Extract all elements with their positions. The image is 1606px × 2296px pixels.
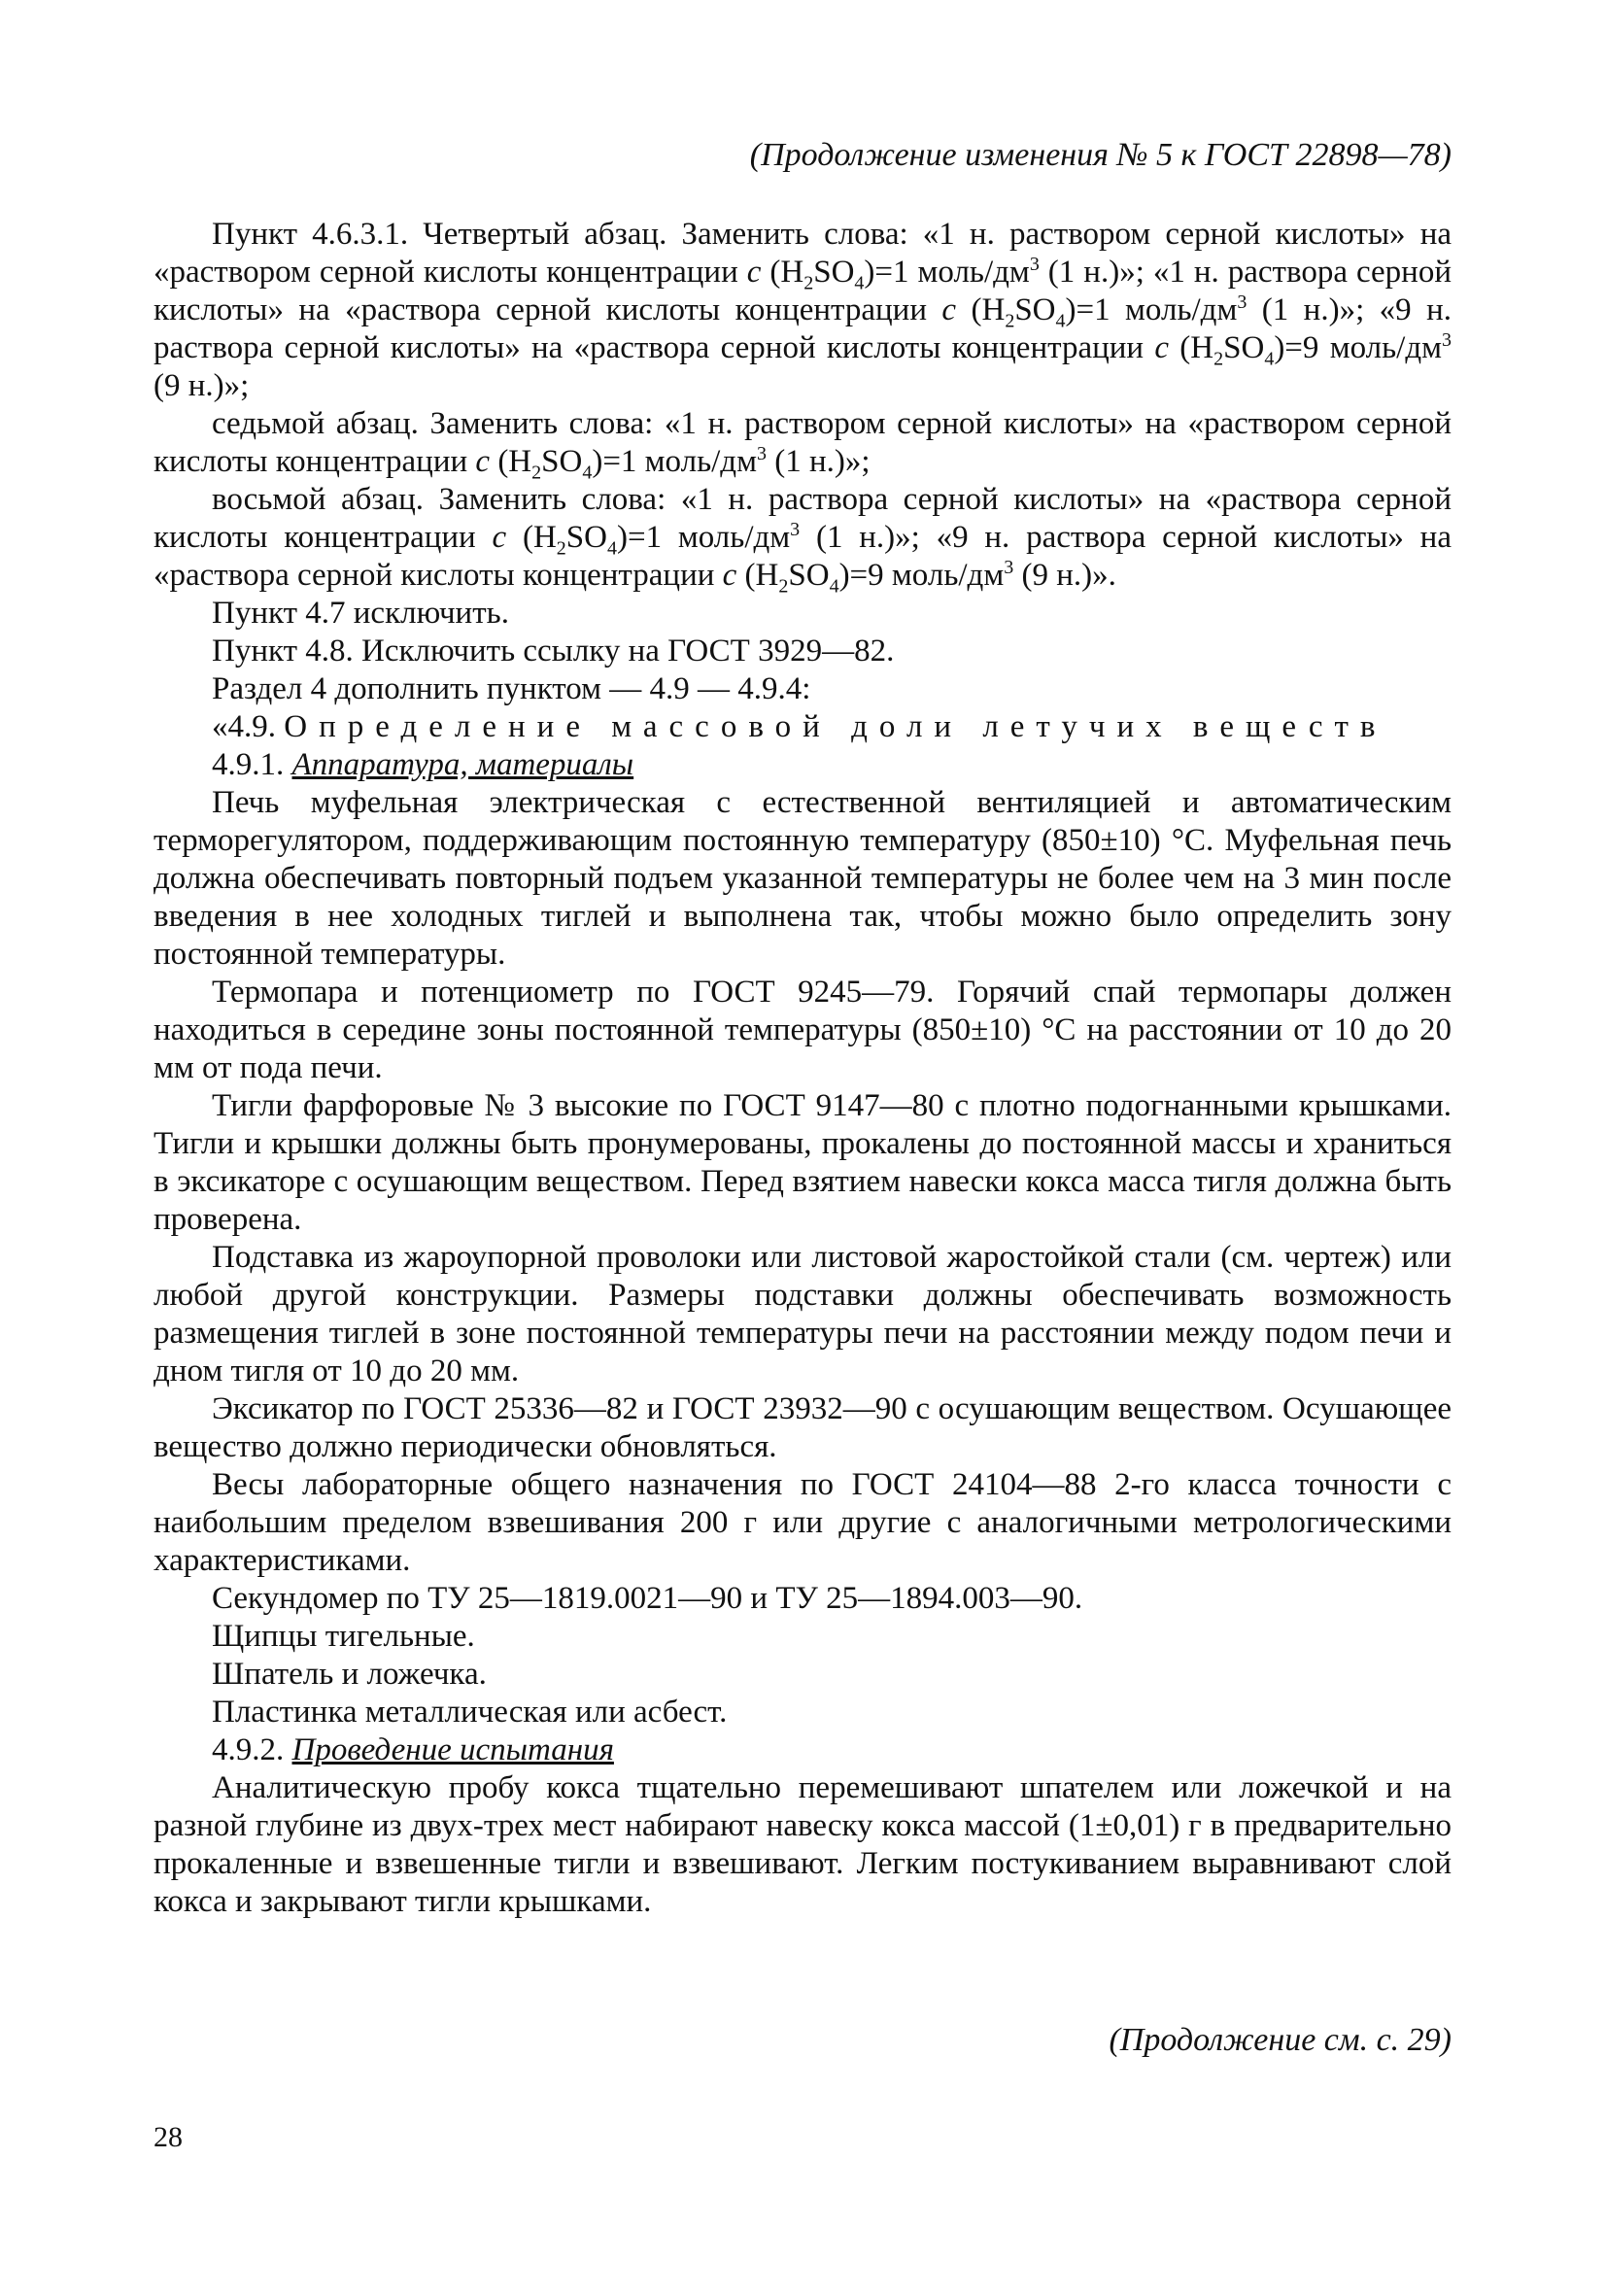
subheading-4-9-1: 4.9.1. Аппаратура, материалы xyxy=(212,747,634,782)
page-number: 28 xyxy=(154,2121,183,2153)
paragraph-procedure: Аналитическую пробу кокса тщательно перемешивают шпателем или ложечкой и на разной глубине из двух-трех мест набирают навеску кокса массой (1±0,01) г в предварительно прокаленные и взвешенные тигли и взвешивают. Легким постукиванием выравнивают слой кокса и закрывают тигли крышками. xyxy=(154,1770,1452,1919)
page-header: (Продолжение изменения № 5 к ГОСТ 22898—78) xyxy=(749,137,1452,173)
paragraph-4-7: Пункт 4.7 исключить. xyxy=(212,596,509,631)
paragraph-plate: Пластинка металлическая или асбест. xyxy=(212,1695,728,1730)
paragraph-spatula: Шпатель и ложечка. xyxy=(212,1657,487,1692)
document-body xyxy=(154,216,1452,1921)
paragraph-stand: Подставка из жароупорной проволоки или листовой жаростойкой стали (см. чертеж) или любой другой конструкции. Размеры подставки должны обеспечивать возможность размещения тиглей в зоне постоянной температуры печи на расстоянии между подом печи и дном тигля от 10 до 20 мм. xyxy=(154,1240,1452,1388)
continuation-note: (Продолжение см. с. 29) xyxy=(1109,2022,1452,2058)
paragraph-seventh-abzac: седьмой абзац. Заменить слова: «1 н. раствором серной кислоты» на «раствором серной кислоты концентрации c $(H_2SO_4)=1$ моль/$дм^3$ (1 н.)»; xyxy=(154,406,1452,484)
paragraph-furnace: Печь муфельная электрическая с естественной вентиляцией и автоматическим терморегулятором, поддерживающим постоянную температуру (850±10) °С. Муфельная печь должна обеспечивать повторный подъем указанной температуры не более чем на 3 мин после введения в нее холодных тиглей и выполнена так, чтобы можно было определить зону постоянной температуры. xyxy=(154,785,1452,972)
paragraph-eighth-abzac: восьмой абзац. Заменить слова: «1 н. раствора серной кислоты» на «раствора серной кислоты концентрации c $(H_2SO_4)=1$ моль/$дм^3$ (1 н.)»; «9 н. раствора серной кислоты» на «раствора серной кислоты концентрации c $(H_2SO_4)=9$ моль/$дм^3$ (9 н.)». xyxy=(154,482,1452,598)
section-heading-4-9: «4.9. Определение массовой доли летучих веществ xyxy=(212,709,1387,744)
paragraph-4-6-3-1: Пункт 4.6.3.1. Четвертый абзац. Заменить слова: «1 н. раствором серной кислоты» на «раствором серной кислоты концентрации c $(H_2SO_4)=1$ моль/$дм^3$ (1 н.)»; «1 н. раствора серной кислоты» на «раствора серной кислоты концентрации c $(H_2SO_4)=1$ моль/$дм^3$ (1 н.)»; «9 н. раствора серной кислоты» на «раствора серной кислоты концентрации c $(H_2SO_4)=9$ моль/$дм^3$ (9 н.)»; xyxy=(154,217,1452,403)
paragraph-tongs: Щипцы тигельные. xyxy=(212,1619,475,1654)
subheading-4-9-2: 4.9.2. Проведение испытания xyxy=(212,1732,614,1767)
paragraph-desiccator: Эксикатор по ГОСТ 25336—82 и ГОСТ 23932—90 с осушающим веществом. Осушающее вещество должно периодически обновляться. xyxy=(154,1391,1452,1464)
paragraph-stopwatch: Секундомер по ТУ 25—1819.0021—90 и ТУ 25—1894.003—90. xyxy=(212,1581,1083,1616)
paragraph-scales: Весы лабораторные общего назначения по ГОСТ 24104—88 2-го класса точности с наибольшим пределом взвешивания 200 г или другие с аналогичными метрологическими характеристиками. xyxy=(154,1467,1452,1578)
paragraph-crucibles: Тигли фарфоровые № 3 высокие по ГОСТ 9147—80 с плотно подогнанными крышками. Тигли и крышки должны быть пронумерованы, прокалены до постоянной массы и храниться в эксикаторе с осушающим веществом. Перед взятием навески кокса масса тигля должна быть проверена. xyxy=(154,1088,1452,1237)
paragraph-section-4-addition: Раздел 4 дополнить пунктом — 4.9 — 4.9.4: xyxy=(212,671,811,706)
paragraph-4-8: Пункт 4.8. Исключить ссылку на ГОСТ 3929—82. xyxy=(212,634,895,668)
paragraph-thermocouple: Термопара и потенциометр по ГОСТ 9245—79. Горячий спай термопары должен находиться в середине зоны постоянной температуры (850±10) °С на расстоянии от 10 до 20 мм от пода печи. xyxy=(154,975,1452,1085)
